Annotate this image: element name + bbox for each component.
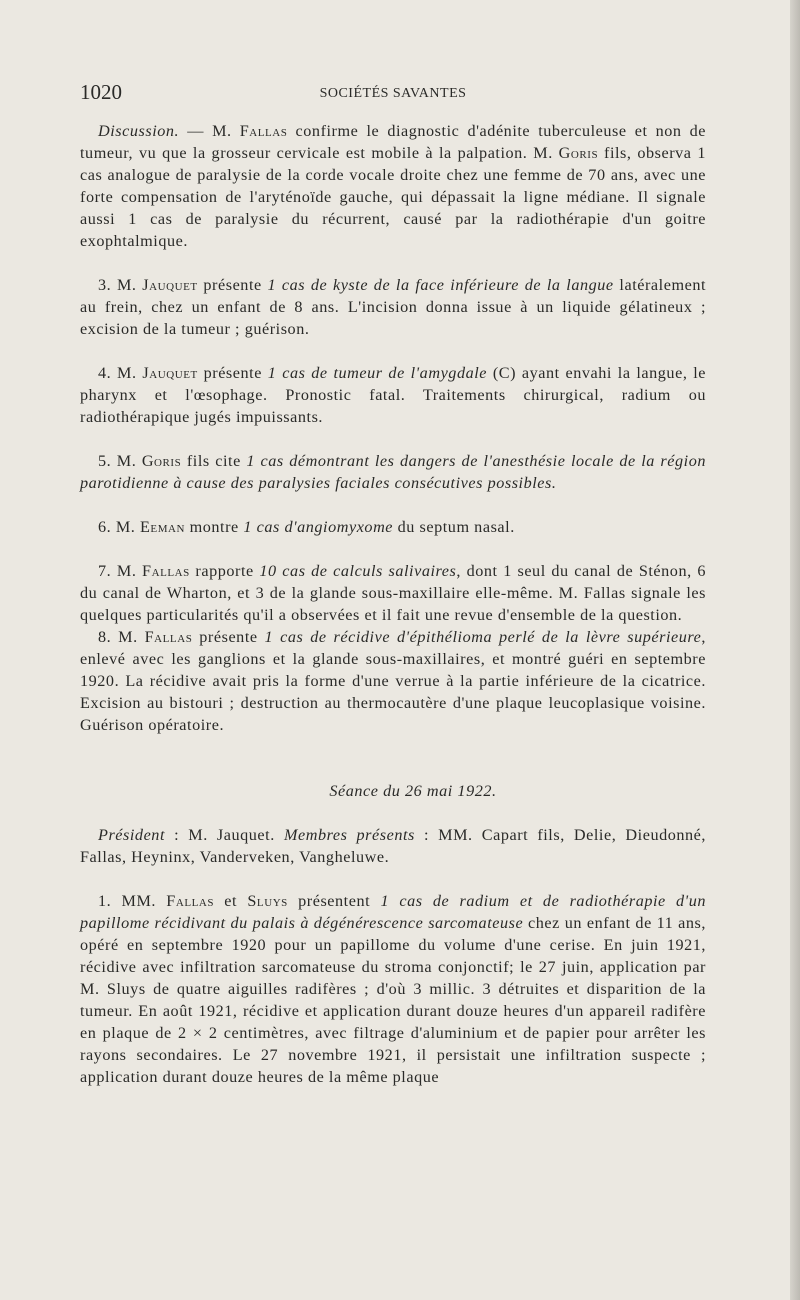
author-name: Goris: [558, 144, 599, 162]
discussion-lead: Discussion.: [98, 122, 180, 140]
session-heading: Séance du 26 mai 1922.: [329, 782, 497, 800]
paragraph-item-3: 3. M. Jauquet présente 1 cas de kyste de la face inférieure de la langue latéralement au frein, chez un enfant de 8 ans. L'incision donna issue à un liquide gélatineux ; excision de la tumeur ; guérison.: [80, 276, 707, 338]
case-title: 1 cas de kyste de la face inférieure de la langue: [267, 276, 614, 294]
author-name: Jauquet: [142, 364, 198, 382]
author-name: Jauquet: [142, 276, 198, 294]
author-name: Fallas: [166, 892, 215, 910]
case-title: 10 cas de calculs salivaires: [259, 562, 457, 580]
author-name: Fallas: [239, 122, 288, 140]
members-label: Membres présents: [283, 826, 415, 844]
case-title: 1 cas démontrant les dangers de l'anesthésie locale de la région parotidienne à cause des paralysies faciales consécutives possibles.: [80, 452, 706, 492]
president-label: Président: [98, 826, 165, 844]
paragraph-item-4: 4. M. Jauquet présente 1 cas de tumeur de l'amygdale (C) ayant envahi la langue, le pharynx et l'œsophage. Pronostic fatal. Traitements chirurgical, radium ou radiothérapique jugés impuissants.: [80, 364, 707, 426]
page-edge-shadow: [790, 0, 800, 1300]
case-title: 1 cas d'angiomyxome: [243, 518, 394, 536]
paragraph-item-8: 8. M. Fallas présente 1 cas de récidive d'épithélioma perlé de la lèvre supérieure, enlevé avec les ganglions et la glande sous-maxillaires, et montré guéri en septembre 1920. La récidive avait pris la forme d'une verrue à la partie inférieure de la cicatrice. Excision au bistouri ; destruction au thermocautère d'une plaque leucoplasique voisine. Guérison opératoire.: [80, 628, 706, 734]
case-title: 1 cas de récidive d'épithélioma perlé de la lèvre supérieure: [264, 628, 702, 646]
author-name: Sluys: [247, 892, 288, 910]
author-name: Fallas: [142, 562, 190, 580]
paragraph-item-6: 6. M. Eeman montre 1 cas d'angiomyxome du septum nasal.: [98, 518, 515, 536]
author-name: Goris: [141, 452, 182, 470]
paragraph-item-5: 5. M. Goris fils cite 1 cas démontrant les dangers de l'anesthésie locale de la région parotidienne à cause des paralysies faciales consécutives possibles.: [80, 452, 706, 492]
paragraph-discussion: Discussion. — M. Fallas confirme le diagnostic d'adénite tuberculeuse et non de tumeur, vu que la grosseur cervicale est mobile à la palpation. M. Goris fils, observa 1 cas analogue de paralysie de la corde vocale droite chez une femme de 70 ans, avec une forte compensation de l'aryténoïde gauche, qui dépassait la ligne médiane. Il signale aussi 1 cas de paralysie du récurrent, causé par la radiothérapie d'un goitre exophtalmique.: [80, 122, 707, 250]
author-name: Fallas: [144, 628, 193, 646]
paragraph-item-7: 7. M. Fallas rapporte 10 cas de calculs salivaires, dont 1 seul du canal de Sténon, 6 du canal de Wharton, et 3 de la glande sous-maxillaire elle-même. M. Fallas signale les quelques particularités qu'il a observées et il fait une revue d'ensemble de la question.: [80, 562, 706, 624]
author-name: Eeman: [139, 518, 186, 536]
page-number: 1020: [80, 80, 122, 104]
paragraph-item-1: 1. MM. Fallas et Sluys présentent 1 cas de radium et de radiothérapie d'un papillome récidivant du palais à dégénérescence sarcomateuse chez un enfant de 11 ans, opéré en septembre 1920 pour un papillome du volume d'une cerise. En juin 1921, récidive avec infiltration sarcomateuse du stroma conjonctif; le 27 juin, application par M. Sluys de quatre aiguilles radifères ; d'où 3 millic. 3 détruites et disparition de la tumeur. En août 1921, récidive et application durant douze heures d'un appareil radifère en plaque de 2 × 2 centimètres, avec filtrage d'aluminium et de papier pour arrêter les rayons secondaires. Le 27 novembre 1921, il persistait une infiltration suspecte ; application durant douze heures de la même plaque: [80, 892, 706, 1086]
page-header: [80, 80, 706, 110]
case-title: 1 cas de tumeur de l'amygdale: [267, 364, 488, 382]
paragraph-attendance: Président : M. Jauquet. Membres présents : MM. Capart fils, Delie, Dieudonné, Fallas, Heyninx, Vanderveken, Vangheluwe.: [80, 826, 706, 866]
text-column: [80, 120, 706, 1088]
case-title: 1 cas de radium et de radiothérapie d'un papillome récidivant du palais à dégénérescence sarcomateuse: [80, 892, 706, 932]
running-title: SOCIÉTÉS SAVANTES: [319, 86, 467, 101]
